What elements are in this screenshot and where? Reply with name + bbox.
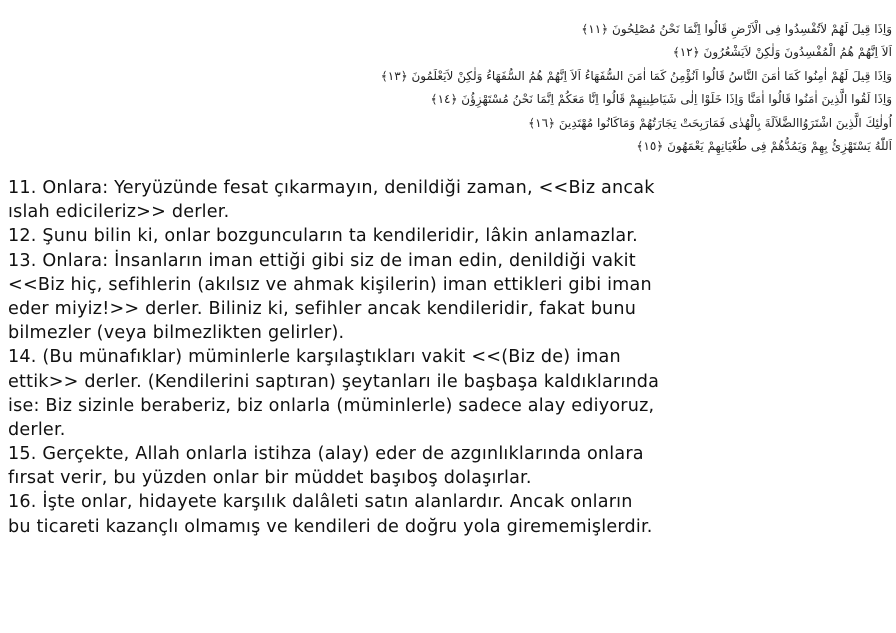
arabic-verse-line: وَاِذَا قِيلَ لَهُمْ لاَتُفْسِدُوا فِى الْاَرْضِ قَالُوا اِنَّمَا نَحْنُ مُصْلِحُونَ ﴿١١﴾	[581, 22, 892, 36]
verse-text-line: 16. İşte onlar, hidayete karşılık dalâleti satın alanlardır. Ancak onların	[8, 492, 633, 513]
verse-12	[8, 224, 892, 248]
verse-14	[8, 345, 892, 442]
verse-text-line: fırsat verir, bu yüzden onlar bir müddet başıboş dolaşırlar.	[8, 468, 532, 489]
verse-text-line: 11. Onlara: Yeryüzünde fesat çıkarmayın, denildiği zaman, <<Biz ancak	[8, 178, 655, 198]
arabic-verse-line: وَاِذَا قِيلَ لَهُمْ اٰمِنُوا كَمَا اٰمَنَ النَّاسُ قَالُوا اَنُؤْمِنُ كَمَا اٰمَنَ السُّفَهَاءُ اَلاَ اِنَّهُمْ هُمُ السُّفَهَاءُ وَلٰكِنْ لاَيَعْلَمُونَ ﴿١٣﴾	[380, 68, 892, 83]
verse-text-line: <<Biz hiç, sefihlerin (akılsız ve ahmak kişilerin) iman ettikleri gibi iman	[8, 274, 652, 295]
verse-text-line: ıslah edicileriz>> derler.	[8, 202, 230, 223]
arabic-verses	[180, 18, 892, 158]
verse-16	[8, 490, 892, 538]
verse-text-line: ettik>> derler. (Kendilerini saptıran) şeytanları ile başbaşa kaldıklarında	[8, 371, 660, 392]
verse-text-line: eder miyiz!>> derler. Biliniz ki, sefihler ancak kendileridir, fakat bunu	[8, 298, 637, 319]
verse-11	[8, 176, 892, 224]
verse-text-line: bilmezler (veya bilmezlikten gelirler).	[8, 323, 345, 344]
verse-text-line: derler.	[8, 419, 66, 440]
arabic-verse-line: وَاِذَا لَقُوا الَّذِينَ اٰمَنُوا قَالُوا اٰمَنَّا وَاِذَا خَلَوْا اِلٰى شَيَاطِينِهِمْ قَالُوا اِنَّا مَعَكُمْ اِنَّمَا نَحْنُ مُسْتَهْزِؤُنَ ﴿١٤﴾	[430, 92, 892, 107]
verse-text-line: 12. Şunu bilin ki, onlar bozguncuların ta kendileridir, lâkin anlamazlar.	[8, 226, 638, 247]
verse-15	[8, 442, 892, 490]
verse-text-line: 14. (Bu münafıklar) müminlerle karşılaştıkları vakit <<(Biz de) iman	[8, 347, 621, 368]
verse-text-line: 15. Gerçekte, Allah onlarla istihza (alay) eder de azgınlıklarında onlara	[8, 444, 644, 465]
verse-text-line: bu ticareti kazançlı olmamış ve kendileri de doğru yola girememişlerdir.	[8, 516, 653, 537]
turkish-translation	[8, 176, 892, 539]
arabic-verse-line: اَلاَ اِنَّهُمْ هُمُ الْمُفْسِدُونَ وَلٰكِنْ لاَيَشْعُرُونَ ﴿١٢﴾	[672, 45, 892, 60]
verse-text-line: 13. Onlara: İnsanların iman ettiği gibi siz de iman edin, denildiği vakit	[8, 250, 636, 271]
arabic-verse-line: اَللّٰهُ يَسْتَهْزِئُ بِهِمْ وَيَمُدُّهُمْ فِى طُغْيَانِهِمْ يَعْمَهُونَ ﴿١٥﴾	[636, 138, 892, 153]
verse-text-line: ise: Biz sizinle beraberiz, biz onlarla (müminlerle) sadece alay ediyoruz,	[8, 395, 655, 416]
arabic-verse-line: اُولٰئِكَ الَّذِينَ اشْتَرَوُاالضَّلاَلَةَ بِالْهُدٰى فَمَارَبِحَتْ تِجَارَتُهُمْ وَمَاكَانُوا مُهْتَدِينَ ﴿١٦﴾	[528, 115, 892, 130]
verse-13	[8, 249, 892, 346]
